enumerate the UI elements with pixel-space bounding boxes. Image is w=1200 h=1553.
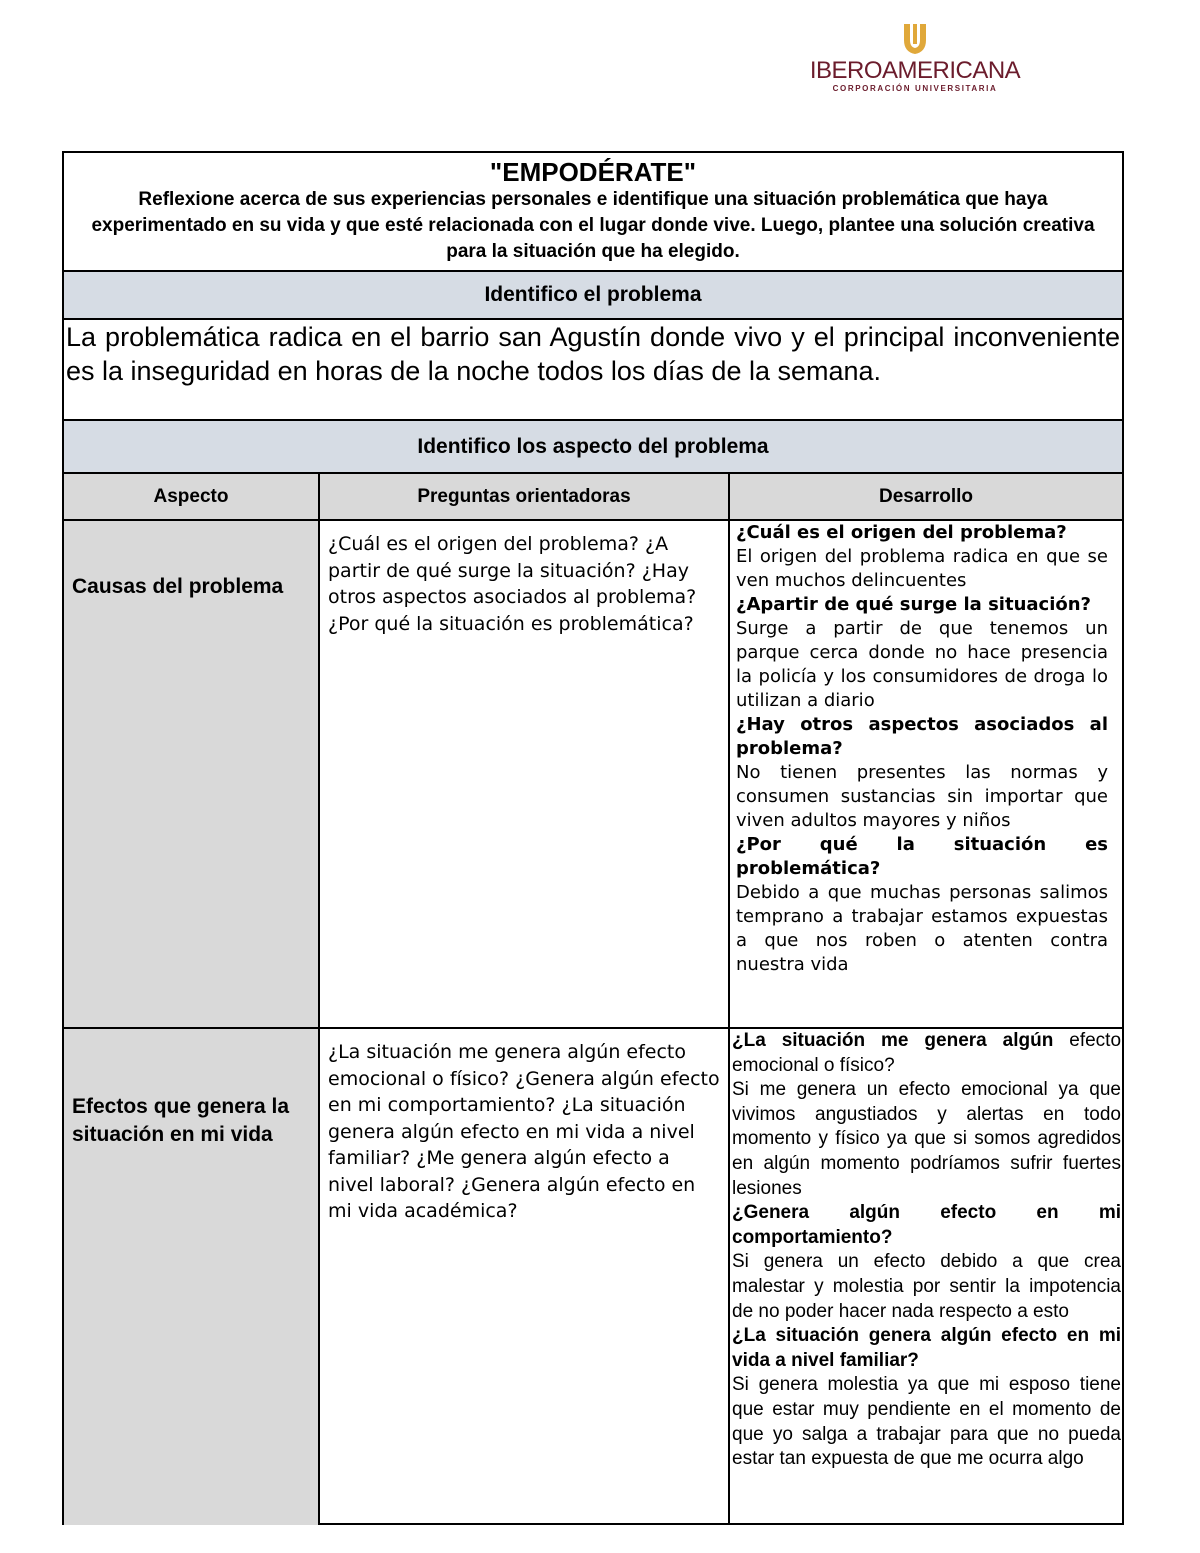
- instructions: Reflexione acerca de sus experiencias personales e identifique una situación problemática que haya experimentado en su vida y que esté relacionada con el lugar donde vive. Luego, plantee una solución creativa para la situación que ha elegido.: [91, 189, 1095, 262]
- development-cell: [730, 521, 1122, 1027]
- development-answer: Si genera un efecto debido a que crea malestar y molestia por sentir la impotencia de no poder hacer nada respecto a esto: [732, 1251, 1121, 1322]
- aspect-label: Causas del problema: [72, 575, 284, 598]
- development-cell: [730, 1029, 1122, 1525]
- development-question: ¿Apartir de qué surge la situación?: [736, 594, 1091, 615]
- development-question-bold: ¿La situación me genera algún: [732, 1030, 1054, 1051]
- logo-name: IBEROAMERICANA: [809, 57, 1021, 84]
- development-text: [730, 521, 1122, 977]
- page-title: "EMPODÉRATE": [489, 157, 697, 187]
- section-heading-problem: Identifico el problema: [64, 272, 1122, 320]
- aspect-cell: [64, 521, 320, 1027]
- questions-cell: [320, 1029, 730, 1525]
- development-question: [732, 1029, 1121, 1078]
- development-question: ¿Hay otros aspectos asociados al problema?: [736, 714, 1108, 759]
- development-question: ¿Cuál es el origen del problema?: [736, 522, 1067, 543]
- development-answer: Debido a que muchas personas salimos temprano a trabajar estamos expuestas a que nos roben o atenten contra nuestra vida: [736, 882, 1108, 975]
- column-header-desarrollo: Desarrollo: [879, 486, 973, 507]
- development-question: ¿Genera algún efecto en mi comportamiento?: [732, 1202, 1121, 1248]
- title-section: [64, 153, 1122, 272]
- guiding-questions: ¿Cuál es el origen del problema? ¿A partir de qué surge la situación? ¿Hay otros aspectos asociados al problema? ¿Por qué la situación es problemática?: [328, 533, 697, 635]
- development-question: ¿Por qué la situación es problemática?: [736, 834, 1108, 879]
- table-row: [64, 1029, 1122, 1525]
- development-answer: El origen del problema radica en que se ven muchos delincuentes: [736, 546, 1108, 591]
- column-header-aspecto: Aspecto: [64, 474, 320, 519]
- problem-statement: La problemática radica en el barrio san Agustín donde vivo y el principal inconveniente es la inseguridad en horas de la noche todos los días de la semana.: [64, 320, 1122, 421]
- section-heading-aspects: Identifico los aspecto del problema: [64, 421, 1122, 474]
- shield-logo-icon: [898, 22, 932, 56]
- worksheet-table: [62, 151, 1124, 1525]
- development-question: ¿La situación genera algún efecto en mi vida a nivel familiar?: [732, 1325, 1121, 1371]
- table-header-row: [64, 474, 1122, 521]
- guiding-questions: ¿La situación me genera algún efecto emocional o físico? ¿Genera algún efecto en mi comportamiento? ¿La situación genera algún efecto en mi vida a nivel familiar? ¿Me genera algún efecto a nivel laboral? ¿Genera algún efecto en mi vida académica?: [328, 1041, 720, 1222]
- university-logo: [790, 22, 1040, 102]
- development-answer: Si me genera un efecto emocional ya que vivimos angustiados y alertas en todo momento y físico ya que si somos agredidos en algún momento podríamos sufrir fuertes lesiones: [732, 1079, 1121, 1199]
- development-text: [730, 1029, 1122, 1472]
- table-row: [64, 521, 1122, 1029]
- development-answer: No tienen presentes las normas y consumen sustancias sin importar que viven adultos mayores y niños: [736, 762, 1108, 831]
- aspect-label: Efectos que genera la situación en mi vida: [72, 1095, 290, 1146]
- development-answer: Si genera molestia ya que mi esposo tiene que estar muy pendiente en el momento de que yo salga a trabajar para que no pueda estar tan expuesta de que me ocurra algo: [732, 1374, 1121, 1470]
- questions-cell: [320, 521, 730, 1027]
- development-question-rest: efecto emocional o físico?: [732, 1030, 1122, 1076]
- column-header-preguntas: Preguntas orientadoras: [320, 474, 730, 519]
- aspect-cell: [64, 1029, 320, 1525]
- logo-subtitle: CORPORACIÓN UNIVERSITARIA: [832, 84, 998, 93]
- development-answer: Surge a partir de que tenemos un parque cerca donde no hace presencia la policía y los consumidores de droga lo utilizan a diario: [736, 618, 1108, 711]
